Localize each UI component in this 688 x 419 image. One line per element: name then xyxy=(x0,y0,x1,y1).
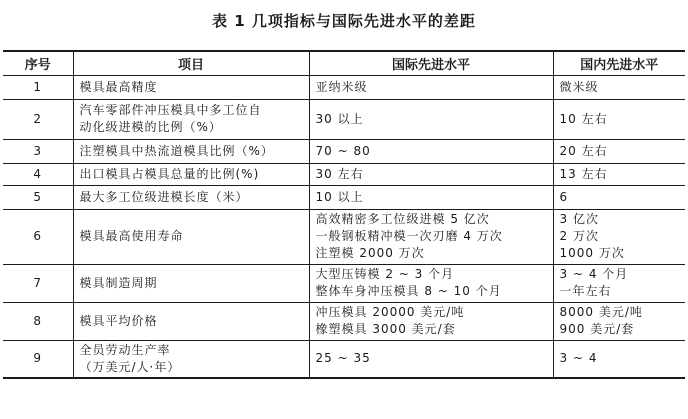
row-international xyxy=(309,209,553,264)
row-domestic-line: 3 亿次 xyxy=(559,212,599,226)
row-item-line: 最大多工位级进模长度（米） xyxy=(79,189,249,204)
row-international-line: 10 以上 xyxy=(315,189,364,204)
row-item-line: （万美元/人·年） xyxy=(79,359,181,374)
row-item xyxy=(73,302,309,340)
row-domestic-line: 10 左右 xyxy=(559,111,608,126)
row-number: 2 xyxy=(3,99,73,139)
row-item-line: 动化级进模的比例（%） xyxy=(79,120,222,134)
row-item-line: 模具平均价格 xyxy=(79,313,158,328)
row-item-line: 汽车零部件冲压模具中多工位自 xyxy=(79,103,262,117)
row-number: 9 xyxy=(3,340,73,378)
table-row xyxy=(3,340,685,378)
row-item-line: 全员劳动生产率 xyxy=(79,342,171,357)
row-domestic-line: 900 美元/套 xyxy=(559,322,635,336)
row-international-line: 大型压铸模 2 ~ 3 个月 xyxy=(315,267,455,281)
row-international-line: 亚纳米级 xyxy=(315,79,368,94)
row-domestic xyxy=(553,264,685,302)
row-domestic-line: 2 万次 xyxy=(559,229,599,243)
row-domestic-line: 微米级 xyxy=(559,79,599,94)
row-domestic-line: 3 ~ 4 xyxy=(559,351,598,366)
row-international-line: 注塑模 2000 万次 xyxy=(315,246,425,260)
row-domestic-line: 6 xyxy=(559,189,569,204)
row-domestic-line: 8000 美元/吨 xyxy=(559,305,643,319)
row-domestic xyxy=(553,209,685,264)
row-item xyxy=(73,139,309,163)
row-domestic xyxy=(553,302,685,340)
row-international-line: 整体车身冲压模具 8 ~ 10 个月 xyxy=(315,284,502,298)
row-international-line: 橡塑模具 3000 美元/套 xyxy=(315,322,456,336)
table-header-row xyxy=(3,51,685,75)
row-item xyxy=(73,264,309,302)
row-domestic-line: 1000 万次 xyxy=(559,246,625,260)
row-international-line: 30 左右 xyxy=(315,166,364,181)
row-item xyxy=(73,185,309,209)
table-row xyxy=(3,264,685,302)
table-row xyxy=(3,163,685,185)
row-domestic xyxy=(553,139,685,163)
row-international xyxy=(309,340,553,378)
row-domestic xyxy=(553,75,685,99)
row-international xyxy=(309,264,553,302)
row-domestic xyxy=(553,99,685,139)
row-item-line: 模具最高使用寿命 xyxy=(79,229,184,243)
row-international xyxy=(309,75,553,99)
row-item xyxy=(73,75,309,99)
row-item-line: 出口模具占模具总量的比例(%) xyxy=(79,166,260,181)
row-international xyxy=(309,185,553,209)
row-domestic xyxy=(553,163,685,185)
table-caption: 表 1 几项指标与国际先进水平的差距 xyxy=(212,12,476,30)
row-international-line: 一般钢板精冲模一次刃磨 4 万次 xyxy=(315,229,503,243)
row-international-line: 30 以上 xyxy=(315,111,364,126)
row-item-line: 模具最高精度 xyxy=(79,79,158,94)
row-domestic-line: 13 左右 xyxy=(559,166,608,181)
table-row xyxy=(3,302,685,340)
row-item xyxy=(73,340,309,378)
row-number: 4 xyxy=(3,163,73,185)
row-number: 3 xyxy=(3,139,73,163)
row-number: 6 xyxy=(3,209,73,264)
row-number: 1 xyxy=(3,75,73,99)
row-number: 5 xyxy=(3,185,73,209)
table-row xyxy=(3,185,685,209)
row-domestic xyxy=(553,185,685,209)
row-domestic-line: 3 ~ 4 个月 xyxy=(559,267,629,281)
header-item: 项目 xyxy=(73,51,309,75)
row-item-line: 注塑模具中热流道模具比例（%） xyxy=(79,143,274,158)
row-number: 7 xyxy=(3,264,73,302)
row-international xyxy=(309,139,553,163)
row-international-line: 70 ~ 80 xyxy=(315,143,371,158)
row-item-line: 模具制造周期 xyxy=(79,275,158,290)
header-domestic: 国内先进水平 xyxy=(553,51,685,75)
table-row xyxy=(3,75,685,99)
row-domestic-line: 20 左右 xyxy=(559,143,608,158)
row-domestic xyxy=(553,340,685,378)
row-international xyxy=(309,99,553,139)
row-international-line: 冲压模具 20000 美元/吨 xyxy=(315,305,465,319)
row-item xyxy=(73,209,309,264)
table-row xyxy=(3,209,685,264)
row-international-line: 高效精密多工位级进模 5 亿次 xyxy=(315,212,490,226)
row-domestic-line: 一年左右 xyxy=(559,284,612,298)
row-item xyxy=(73,163,309,185)
row-international-line: 25 ~ 35 xyxy=(315,351,371,366)
header-no: 序号 xyxy=(3,51,73,75)
row-item xyxy=(73,99,309,139)
header-international: 国际先进水平 xyxy=(309,51,553,75)
table-row xyxy=(3,99,685,139)
comparison-table xyxy=(3,50,685,379)
row-international xyxy=(309,302,553,340)
row-number: 8 xyxy=(3,302,73,340)
table-row xyxy=(3,139,685,163)
row-international xyxy=(309,163,553,185)
